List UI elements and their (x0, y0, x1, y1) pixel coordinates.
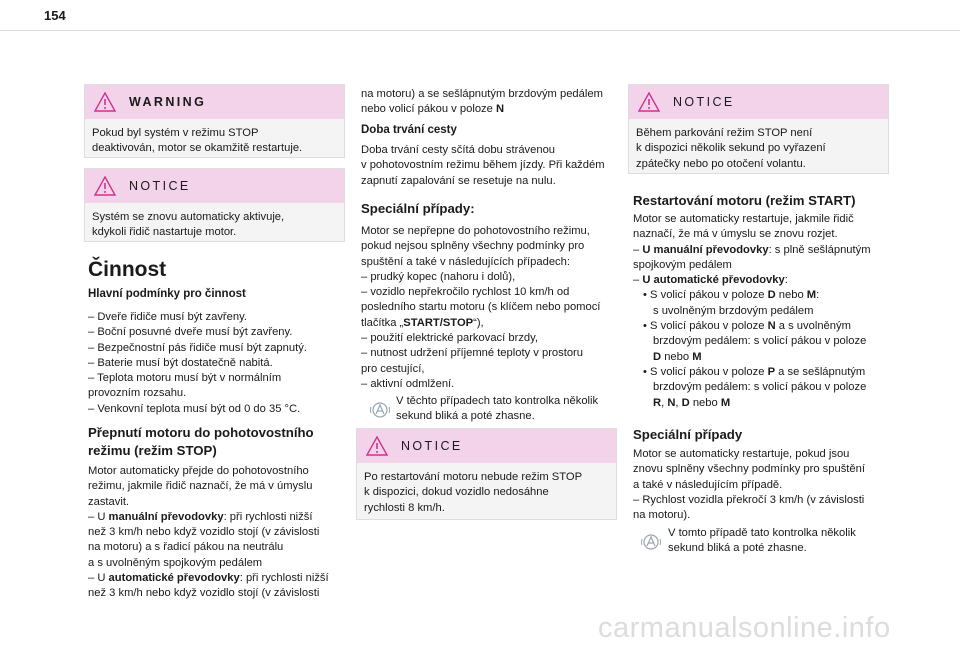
warning-box-header (85, 85, 344, 119)
notice-title: NOTICE (673, 95, 735, 109)
section-title-special-cases: Speciální případy: (361, 201, 475, 216)
section-title-restart: Restartování motoru (režim START) (633, 193, 856, 208)
list-item: – Dveře řidiče musí být zavřeny. (88, 311, 247, 323)
list-item: – vozidlo nepřekročilo rychlost 10 km/h od (361, 286, 570, 299)
list-item: – použití elektrické parkovací brzdy, (361, 332, 539, 345)
notice-box-header (629, 85, 888, 119)
notice-title: NOTICE (401, 439, 463, 453)
col2-intro: na motoru) a se sešlápnutým brzdovým pedálem nebo volicí pákou v poloze N (361, 88, 603, 116)
warning-title: WARNING (129, 95, 207, 109)
indicator-lamp-icon (640, 531, 662, 553)
subheading-duration: Doba trvání cesty (361, 124, 457, 136)
notice-text: Po restartování motoru nebude režim STOP k dispozici, dokud vozidlo nedosáhne rychlosti 8 km/h. (364, 471, 583, 514)
list-item: – Venkovní teplota musí být od 0 do 35 °C. (88, 402, 301, 415)
list-item: – nutnost udržení příjemné teploty v prostoru (361, 347, 584, 360)
notice-box-3 (628, 84, 889, 174)
list-item: – prudký kopec (nahoru i dolů), (361, 270, 516, 283)
notice-box-2 (356, 428, 617, 520)
subheading-conditions: Hlavní podmínky pro činnost (88, 288, 246, 300)
indicator-lamp-icon (369, 399, 391, 421)
watermark: carmanualsonline.info (598, 612, 891, 644)
notice-text: Během parkování režim STOP není k dispozici několik sekund po vyřazení zpátečky nebo po otočení volantu. (636, 127, 826, 170)
notice-title: NOTICE (129, 179, 191, 193)
stop-mode-text: Motor automaticky přejde do pohotovostního režimu, jakmile řidič naznačí, že má v úmyslu zastavit. – U manuální převodovky: při rychlosti nižší než 3 km/h nebo když vozidlo stojí (v závislosti na motoru) a s řadicí pákou na neutrálu a s uvolněným spojkovým pedálem – U automatické převodovky: při rychlosti nižší než 3 km/h nebo když vozidlo stojí (v závislosti (88, 465, 329, 600)
special-cases-2-text: Motor se automaticky restartuje, pokud jsou znovu splněny všechny podmínky pro spuštění a také v následujícím případě. – Rychlost vozidla překročí 3 km/h (v závislosti na motoru). (633, 448, 865, 522)
list-item: provozním rozsahu. (88, 387, 187, 400)
warning-triangle-icon (94, 92, 116, 112)
list-item: – Boční posuvné dveře musí být zavřeny. (88, 326, 293, 339)
notice-box-header (357, 429, 616, 463)
header-divider (0, 30, 960, 31)
section-title-stop-mode: Přepnutí motoru do pohotovostního režimu (režim STOP) (88, 425, 314, 458)
section-heading-cinnost: Činnost (88, 258, 167, 281)
duration-text: Doba trvání cesty sčítá dobu strávenou v pohotovostním režimu během jízdy. Při každém zapnutí zapalování se resetuje na nulu. (361, 144, 605, 187)
notice-box-1 (84, 168, 345, 242)
warning-box (84, 84, 345, 158)
indicator-note-2: V tomto případě tato kontrolka několik sekund bliká a poté zhasne. (668, 527, 856, 555)
list-item: – Rychlost vozidla překročí 3 km/h (v závislosti (633, 493, 865, 506)
notice-box-header (85, 169, 344, 203)
restart-text: Motor se automaticky restartuje, jakmile řidič naznačí, že má v úmyslu se znovu rozjet. – U manuální převodovky: s plně sešlápnutým spojkovým pedálem – U automatické převodovky: • S volicí pákou v poloze D nebo M: s uvolněným brzdovým pedálem • S volicí pákou v poloze N a s uvolněným brzdovým pedálem: s volicí pákou v poloze D nebo M • S volicí pákou v poloze P a se sešlápnutým brzdovým pedálem: s volicí pákou v poloze R, N, D nebo M (633, 213, 871, 409)
conditions-list (88, 310, 307, 417)
warning-text: Pokud byl systém v režimu STOP deaktivován, motor se okamžitě restartuje. (92, 127, 303, 155)
list-item: – Baterie musí být dostatečně nabitá. (88, 356, 273, 369)
section-title-special-cases-2: Speciální případy (633, 427, 743, 442)
indicator-note: V těchto případech tato kontrolka několik sekund bliká a poté zhasne. (396, 395, 599, 423)
page-number: 154 (44, 8, 66, 23)
notice-triangle-icon (94, 176, 116, 196)
notice-triangle-icon (638, 92, 660, 112)
list-item: – aktivní odmlžení. (361, 377, 455, 390)
special-cases-text: Motor se nepřepne do pohotovostního režimu, pokud nejsou splněny všechny podmínky pro spuštění a také v následujících případech: – prudký kopec (nahoru i dolů), – vozidlo nepřekročilo rychlost 10 km/h od posledního startu motoru (s klíčem nebo pomocí tlačítka „START/STOP“), – použití elektrické parkovací brzdy, – nutnost udržení příjemné teploty v prostoru pro cestující, – aktivní odmlžení. (361, 224, 600, 392)
list-item: – Bezpečnostní pás řidiče musí být zapnutý. (88, 341, 307, 354)
list-item: – Teplota motoru musí být v normálním (88, 372, 282, 385)
notice-text: Systém se znovu automaticky aktivuje, kdykoli řidič nastartuje motor. (92, 211, 285, 239)
notice-triangle-icon (366, 436, 388, 456)
